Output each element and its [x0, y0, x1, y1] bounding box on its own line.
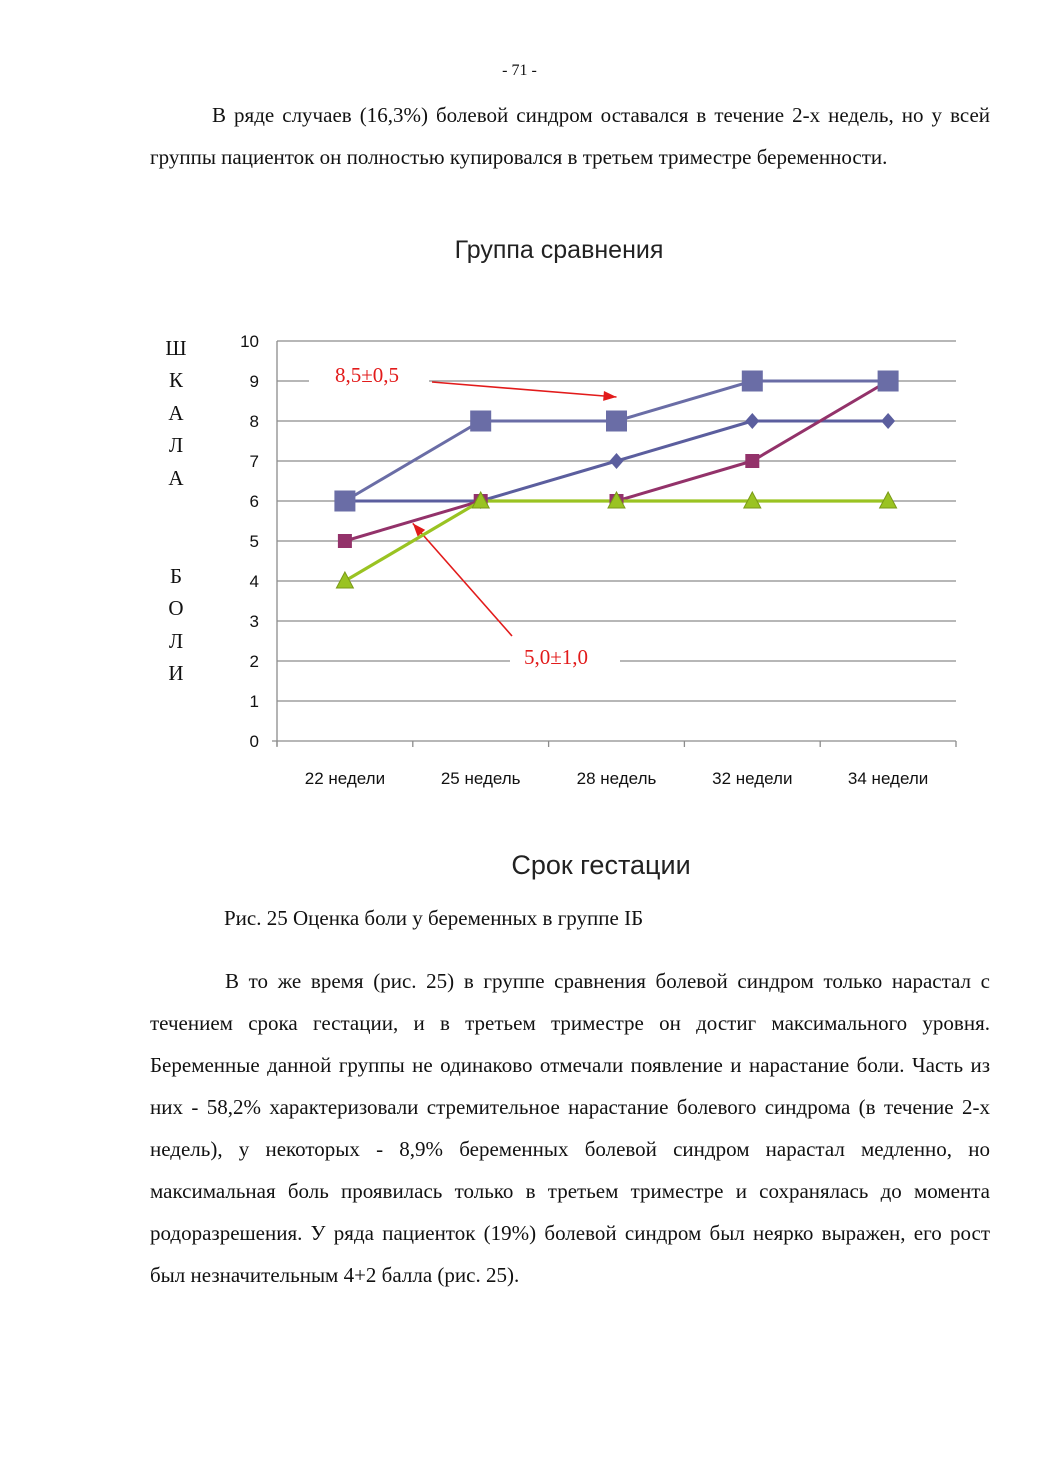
y-tick-label: 1	[249, 692, 259, 711]
y-axis-label-letter: Л	[168, 628, 184, 653]
axes	[240, 332, 956, 788]
y-axis-label-letter: Ш	[165, 336, 187, 360]
y-tick-label: 6	[249, 492, 259, 511]
y-tick-label: 9	[249, 372, 259, 391]
data-point-big-square	[878, 371, 899, 392]
x-tick-label: 22 недели	[304, 769, 386, 788]
data-point-diamond	[881, 413, 895, 429]
data-point-big-square	[334, 491, 355, 512]
y-tick-label: 0	[249, 732, 259, 751]
figure-caption: Рис. 25 Оценка боли у беременных в группе IБ	[224, 906, 644, 930]
x-tick-label: 32 недели	[712, 769, 793, 788]
annotations	[309, 362, 620, 674]
series-line	[345, 381, 888, 501]
data-point-square	[745, 454, 759, 468]
data-point-diamond	[610, 453, 624, 469]
y-axis-label-letter: Л	[168, 433, 184, 458]
data-point-big-square	[742, 371, 763, 392]
y-tick-label: 10	[240, 332, 259, 351]
y-tick-label: 7	[249, 452, 259, 471]
y-axis-label-letter: А	[168, 465, 184, 490]
series	[334, 371, 898, 589]
y-tick-label: 5	[249, 532, 259, 551]
annotation-label: 5,0±1,0	[524, 645, 589, 669]
paragraph-intro: В ряде случаев (16,3%) болевой синдром оставался в течение 2-х недель, но у всей группы пациенток он полностью купировался в третьем триместре беременности.	[150, 103, 990, 169]
y-tick-label: 3	[249, 612, 259, 631]
y-axis-label-letter: А	[168, 400, 184, 425]
x-axis-label: Срок гестации	[511, 850, 691, 880]
page-number: - 71 -	[502, 62, 537, 79]
paragraph-discussion: В то же время (рис. 25) в группе сравнения болевой синдром только нарастал с течением срока гестации, и в третьем триместре он достиг максимального уровня. Беременные данной группы не одинаково отмечали появление и нарастание боли. Часть из них - 58,2% характеризовали стремительное нарастание болевого синдрома (в течение 2-х недель), у некоторых - 8,9% беременных болевой синдром нарастал медленно, но максимальная боль проявилась только в третьем триместре и сохранялась до момента родоразрешения. У ряда пациенток (19%) болевой синдром был неярко выражен, его рост был незначительным 4+2 балла (рис. 25).	[150, 969, 990, 1287]
annotation-arrow	[432, 382, 617, 397]
annotation-arrowhead	[603, 391, 616, 401]
data-point-square	[338, 534, 352, 548]
y-tick-label: 4	[249, 572, 259, 591]
data-point-big-square	[470, 411, 491, 432]
data-point-big-square	[606, 411, 627, 432]
data-point-triangle	[336, 572, 353, 588]
y-tick-label: 2	[249, 652, 259, 671]
annotation-arrow	[413, 523, 512, 636]
annotation-label: 8,5±0,5	[335, 363, 400, 387]
y-axis-label-letter: О	[168, 596, 184, 621]
x-tick-label: 25 недель	[440, 769, 521, 788]
y-tick-label: 8	[249, 412, 259, 431]
y-axis-label-letter: Б	[169, 564, 183, 588]
x-tick-label: 34 недели	[847, 769, 929, 788]
chart-title: Группа сравнения	[454, 236, 664, 264]
data-point-diamond	[745, 413, 759, 429]
x-tick-label: 28 недель	[576, 769, 657, 788]
y-axis-label-letter: И	[168, 661, 184, 686]
y-axis-label-letter: К	[168, 368, 183, 393]
